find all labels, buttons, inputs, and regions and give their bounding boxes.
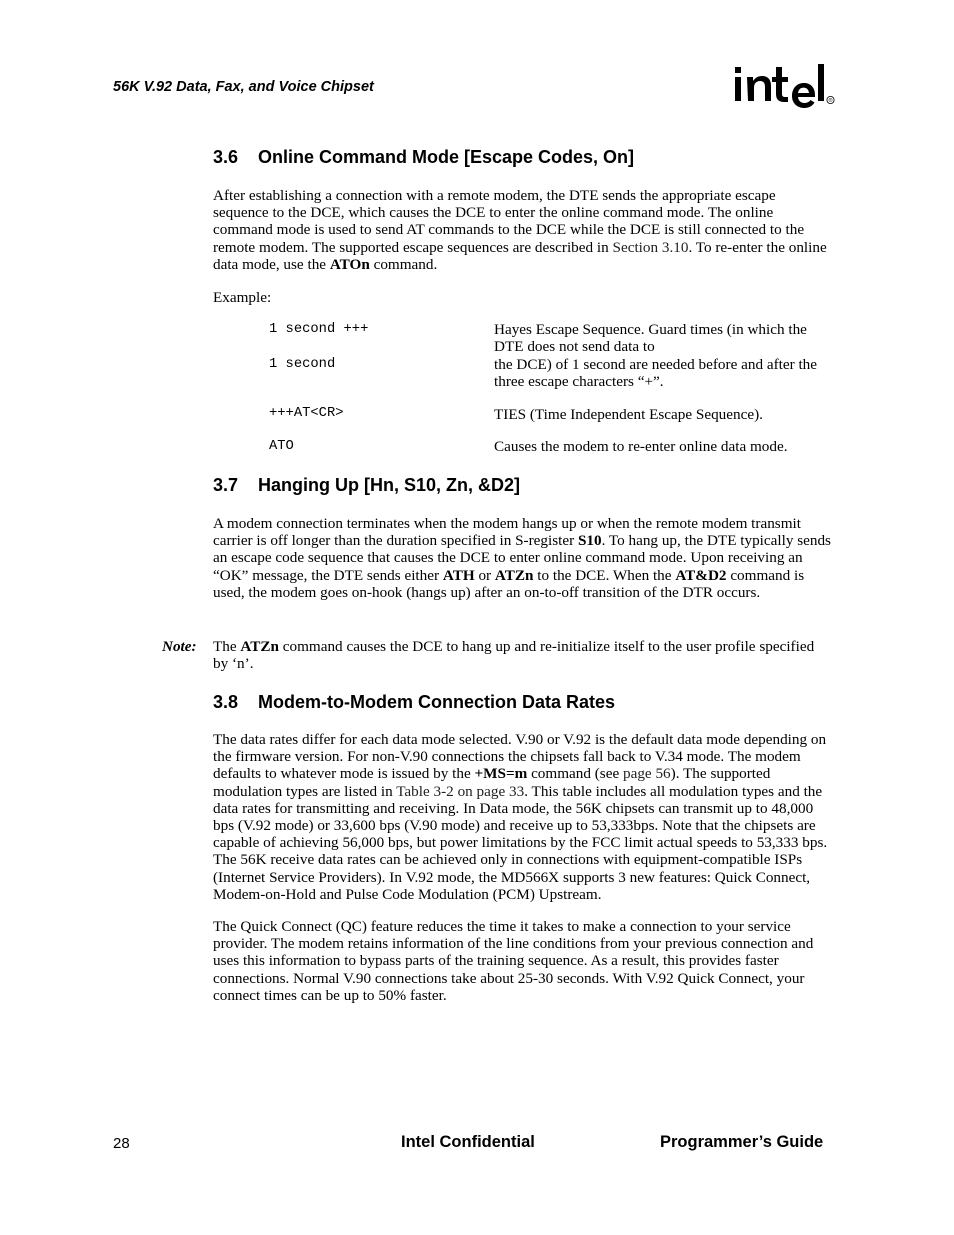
section-title: Modem-to-Modem Connection Data Rates — [258, 692, 616, 712]
example-desc-3: TIES (Time Independent Escape Sequence). — [494, 406, 763, 423]
section-number: 3.8 — [213, 692, 239, 712]
section-heading-3-7 — [213, 475, 520, 496]
section-title: Online Command Mode [Escape Codes, On] — [258, 147, 635, 167]
command-aton: ATOn — [329, 255, 370, 273]
intel-logo — [731, 58, 837, 120]
example-code-2: 1 second — [269, 357, 336, 372]
svg-text:®: ® — [828, 98, 833, 105]
example-desc-4: Causes the modem to re-enter online data mode. — [494, 438, 788, 455]
example-code-1: 1 second +++ — [269, 322, 369, 337]
note-text: The ATZn command causes the DCE to hang up and re-initialize itself to the user profile specified by ‘n’. — [213, 638, 815, 673]
example-label: Example: — [213, 289, 272, 306]
section-3-10-link[interactable]: Section 3.10 — [612, 238, 689, 256]
paragraph-quick-connect: The Quick Connect (QC) feature reduces the time it takes to make a connection to your service provider. The modem retains information of the line conditions from your previous connection and uses this information to bypass parts of the training sequence. As a result, this provides faster connections. Normal V.90 connections take about 25-30 seconds. With V.92 Quick Connect, your connect times can be up to 50% faster. — [213, 918, 814, 1004]
section-heading-3-6 — [213, 147, 634, 168]
example-desc-1: Hayes Escape Sequence. Guard times (in which the DTE does not send data to — [494, 321, 807, 356]
example-desc-2: the DCE) of 1 second are needed before and after the three escape characters “+”. — [494, 356, 818, 391]
footer-confidential: Intel Confidential — [401, 1133, 535, 1151]
example-code-4: ATO — [269, 439, 294, 454]
paragraph-data-rates: The data rates differ for each data mode selected. V.90 or V.92 is the default data mode depending on the firmware version. For non-V.90 connections the chipsets fall back to V.34 mode. The modem defaults to whatever mode is issued by the +MS=m command (see page 56). The supported modulation types are listed in Table 3-2 on page 33. This table includes all modulation types and the data rates for transmitting and receiving. In Data mode, the 56K chipsets can transmit up to 48,000 bps (V.92 mode) or 33,600 bps (V.90 mode) and receive up to 53,333bps. Note that the chipsets are capable of achieving 56,000 bps, but power limitations by the FCC limit actual speeds to 53,333 bps. The 56K receive data rates can be achieved only in connections with equipment-compatible ISPs (Internet Service Providers). In V.92 mode, the MD566X supports 3 new features: Quick Connect, Modem-on-Hold and Pulse Code Modulation (PCM) Upstream. — [213, 731, 828, 903]
section-heading-3-8 — [213, 692, 615, 713]
document-title: 56K V.92 Data, Fax, and Voice Chipset — [113, 79, 374, 95]
table-3-2-link[interactable]: Table 3-2 on page 33 — [396, 782, 525, 800]
section-number: 3.6 — [213, 147, 239, 167]
section-title: Hanging Up [Hn, S10, Zn, &D2] — [258, 475, 521, 495]
page-56-link[interactable]: page 56 — [623, 765, 671, 783]
paragraph-online-command-mode: After establishing a connection with a remote modem, the DTE sends the appropriate escape sequence to the DCE, which causes the DCE to enter the online command mode. The online command mode is used to send AT commands to the DCE while the DCE is still connected to the remote modem. The supported escape sequences are described in Section 3.10. To re-enter the online data mode, use the ATOn command. — [213, 187, 827, 273]
example-code-3: +++AT<CR> — [269, 406, 344, 421]
note-label: Note: — [162, 638, 197, 655]
paragraph-hanging-up: A modem connection terminates when the modem hangs up or when the remote modem transmit carrier is off longer than the duration specified in S-register S10. To hang up, the DTE typically sends an escape code sequence that causes the DCE to enter online command mode. Upon receiving an “OK” message, the DTE sends either ATH or ATZn to the DCE. When the AT&D2 command is used, the modem goes on-hook (hangs up) after an on-to-off transition of the DTR occurs. — [213, 515, 831, 601]
footer-guide-title: Programmer’s Guide — [660, 1133, 824, 1151]
page-number: 28 — [113, 1135, 130, 1152]
section-number: 3.7 — [213, 475, 239, 495]
